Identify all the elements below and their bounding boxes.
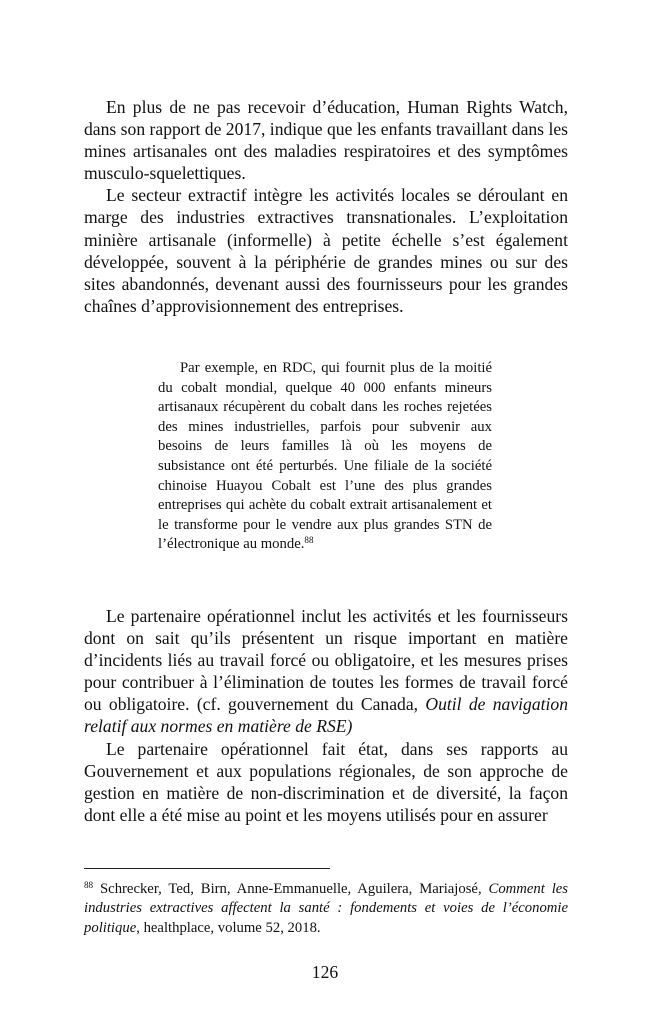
paragraph: Le secteur extractif intègre les activités locales se déroulant en marge des industries extractives transnationales. L’exploitation minière artisanale (informelle) à petite échelle s’est également développée, souvent à la périphérie de grandes mines ou sur des sites abandonnés, devenant aussi des fournisseurs pour les grandes chaînes d’approvisionnement des entreprises.	[84, 185, 568, 316]
quote-paragraph	[158, 359, 492, 555]
footnote	[84, 880, 568, 938]
page-number: 126	[311, 962, 339, 982]
paragraph-italic-text: Outil de navigation relatif aux normes en matière de RSE)	[84, 694, 568, 737]
paragraph	[84, 605, 568, 738]
block-quote	[158, 359, 492, 555]
footnote-number: 88	[84, 880, 94, 890]
footnote-rest: , healthplace, volume 52, 2018.	[136, 919, 321, 936]
footnote-divider	[84, 868, 330, 869]
paragraph-text: Le partenaire opérationnel inclut les activités et les fournisseurs dont on sait qu’ils présentent un risque important en matière d’incidents liés au travail forcé ou obligatoire, et les mesures prises pour contribuer à l’élimination de toutes les formes de travail forcé ou obligatoire. (cf. gouvernement du Canada,	[84, 606, 568, 715]
footnote-text	[84, 880, 568, 938]
paragraph: En plus de ne pas recevoir d’éducation, Human Rights Watch, dans son rapport de 2017, indique que les enfants travaillant dans les mines artisanales ont des maladies respiratoires et des symptômes musculo-squelettiques.	[84, 97, 568, 184]
quote-text: Par exemple, en RDC, qui fournit plus de la moitié du cobalt mondial, quelque 40 000 enfants mineurs artisanaux récupèrent du cobalt dans les roches rejetées des mines industrielles, parfois pour subvenir aux besoins de leurs familles là où les moyens de subsistance ont été perturbés. Une filiale de la société chinoise Huayou Cobalt est l’une des plus grandes entreprises qui achète du cobalt extrait artisanalement et le transforme pour le vendre aux plus grandes STN de l’électronique au monde.	[158, 360, 492, 553]
body-text-bottom	[84, 605, 568, 826]
body-text-top	[84, 96, 568, 317]
footnote-authors: Schrecker, Ted, Birn, Anne-Emmanuelle, Aguilera, Mariajosé,	[100, 881, 482, 897]
footnote-reference[interactable]: 88	[304, 535, 314, 546]
footnote-title: Comment les industries extractives affectent la santé : fondements et voies de l’économie politique	[84, 881, 569, 936]
paragraph: Le partenaire opérationnel fait état, dans ses rapports au Gouvernement et aux populations régionales, de son approche de gestion en matière de non-discrimination et de diversité, la façon dont elle a été mise au point et les moyens utilisés pour en assurer	[84, 738, 568, 825]
